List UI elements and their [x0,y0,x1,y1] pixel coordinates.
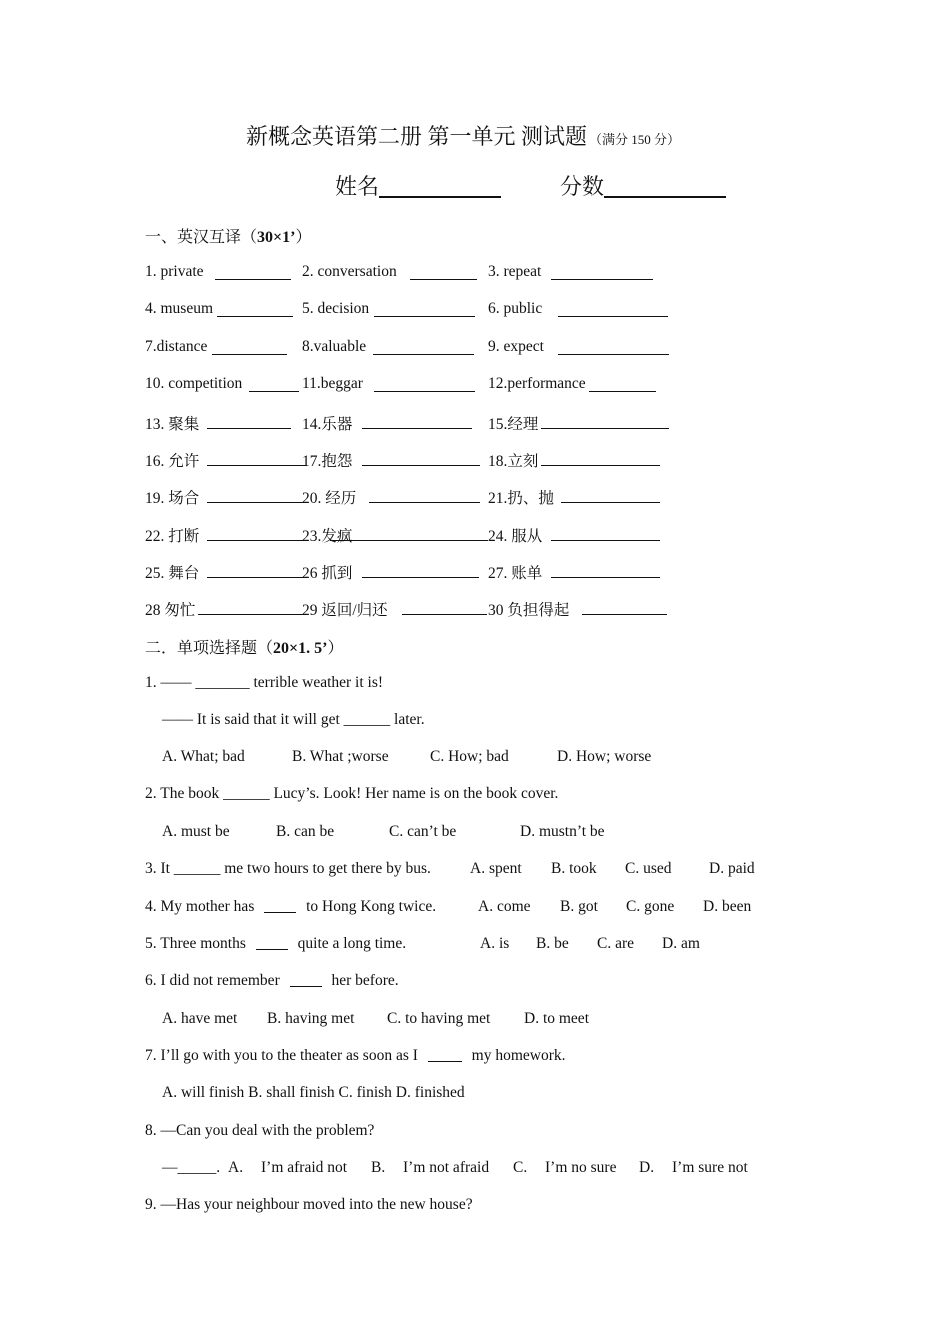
q5-option-b[interactable]: B. be [536,935,569,952]
q7-blank[interactable] [428,1047,462,1062]
q4-option-c[interactable]: C. gone [626,898,675,915]
name-field [335,170,501,201]
q7-stem-a: 7. I’ll go with you to the theater as soon as I [145,1047,418,1064]
vocab-item-2: 2. conversation [302,263,397,280]
page-title [246,120,680,151]
score-blank[interactable] [604,196,726,198]
vocab-blank-1[interactable] [215,279,291,280]
q5-option-c[interactable]: C. are [597,935,635,952]
q5-stem-b: quite a long time. [297,935,407,952]
vocab-blank-5[interactable] [374,316,475,317]
q6-option-b[interactable]: B. having met [267,1010,355,1027]
q8-option-d-label[interactable]: D. [639,1159,655,1176]
vocab-item-14: 14.乐器 [302,416,353,433]
vocab-item-30: 30 负担得起 [488,602,570,619]
vocab-blank-30[interactable] [582,614,667,615]
vocab-blank-8[interactable] [373,354,474,355]
q5-option-a[interactable]: A. is [480,935,510,952]
vocab-item-11: 11.beggar [302,375,363,392]
vocab-item-8: 8.valuable [302,338,367,355]
full-score: （满分 150 分） [589,132,681,147]
section1-heading-prefix: 一、英汉互译（ [145,229,258,246]
q6-blank[interactable] [290,972,322,987]
q8-option-c-label[interactable]: C. [513,1159,528,1176]
q6-option-c[interactable]: C. to having met [387,1010,491,1027]
vocab-item-21: 21.扔、抛 [488,490,554,507]
vocab-item-16: 16. 允许 [145,453,200,470]
vocab-item-25: 25. 舞台 [145,565,200,582]
q4-stem [145,898,436,916]
section1-heading-suffix: ） [295,229,312,246]
q7-options[interactable]: A. will finish B. shall finish C. finish D. finished [162,1084,465,1101]
vocab-item-26: 26 抓到 [302,565,353,582]
vocab-blank-21[interactable] [561,502,660,503]
q8-option-a-text[interactable]: I’m afraid not [261,1159,348,1176]
vocab-blank-9[interactable] [558,354,669,355]
section2-heading-points: 20×1. 5’ [273,640,328,657]
q8-line1: 8. —Can you deal with the problem? [145,1122,375,1139]
vocab-item-1: 1. private [145,263,204,280]
q3-option-c[interactable]: C. used [625,860,672,877]
vocab-item-15: 15.经理 [488,416,539,433]
q6-stem-a: 6. I did not remember [145,972,280,989]
vocab-item-17: 17.抱怨 [302,453,353,470]
section2-heading [145,635,343,658]
vocab-item-18: 18.立刻 [488,453,539,470]
q3-option-b[interactable]: B. took [551,860,597,877]
vocab-blank-10[interactable] [249,391,299,392]
vocab-blank-7[interactable] [212,354,287,355]
vocab-blank-20[interactable] [369,502,480,503]
q9-line1: 9. —Has your neighbour moved into the new house? [145,1196,473,1213]
q4-blank[interactable] [264,898,296,913]
q8-answer-prefix: —_____. [162,1159,221,1176]
title-text: 新概念英语第二册 第一单元 测试题 [246,124,588,149]
vocab-blank-16[interactable] [207,465,307,466]
q2-option-c[interactable]: C. can’t be [389,823,457,840]
vocab-item-12: 12.performance [488,375,586,392]
vocab-blank-2[interactable] [410,279,477,280]
vocab-item-10: 10. competition [145,375,243,392]
q7-stem-b: my homework. [471,1047,566,1064]
vocab-blank-17[interactable] [362,465,480,466]
q5-stem-a: 5. Three months [145,935,246,952]
vocab-blank-28[interactable] [198,614,307,615]
section1-heading [145,224,311,247]
vocab-item-20: 20. 经历 [302,490,357,507]
vocab-item-7: 7.distance [145,338,208,355]
vocab-blank-23[interactable] [330,540,488,541]
q1-option-a[interactable]: A. What; bad [162,748,245,765]
q8-option-d-text[interactable]: I’m sure not [672,1159,748,1176]
vocab-blank-29[interactable] [402,614,487,615]
q4-option-b[interactable]: B. got [560,898,598,915]
vocab-item-24: 24. 服从 [488,528,543,545]
q1-option-d[interactable]: D. How; worse [557,748,652,765]
vocab-blank-15[interactable] [541,428,669,429]
q6-option-d[interactable]: D. to meet [524,1010,589,1027]
score-field [560,170,726,201]
vocab-item-6: 6. public [488,300,543,317]
vocab-blank-26[interactable] [362,577,479,578]
vocab-blank-24[interactable] [551,540,660,541]
q7-stem [145,1047,566,1065]
vocab-blank-27[interactable] [551,577,660,578]
vocab-item-29: 29 返回/归还 [302,602,388,619]
q2-option-d[interactable]: D. mustn’t be [520,823,605,840]
vocab-blank-3[interactable] [551,279,653,280]
score-label: 分数 [560,174,605,199]
q3-option-d[interactable]: D. paid [709,860,755,877]
vocab-item-23: 23.发疯 [302,528,353,545]
q2-line1: 2. The book ______ Lucy’s. Look! Her name is on the book cover. [145,785,559,802]
q2-option-a[interactable]: A. must be [162,823,230,840]
q8-option-b-text[interactable]: I’m not afraid [403,1159,490,1176]
q5-option-d[interactable]: D. am [662,935,700,952]
q6-stem [145,972,399,990]
q8-option-a-label[interactable]: A. [228,1159,244,1176]
vocab-item-28: 28 匆忙 [145,602,196,619]
vocab-blank-22[interactable] [207,540,307,541]
vocab-item-27: 27. 账单 [488,565,543,582]
section1-heading-points: 30×1’ [257,229,296,246]
vocab-blank-25[interactable] [207,577,307,578]
q5-stem [145,935,406,953]
name-blank[interactable] [379,196,501,198]
q2-option-b[interactable]: B. can be [276,823,335,840]
q1-option-c[interactable]: C. How; bad [430,748,509,765]
vocab-blank-13[interactable] [207,428,291,429]
q6-option-a[interactable]: A. have met [162,1010,238,1027]
vocab-item-22: 22. 打断 [145,528,200,545]
name-label: 姓名 [335,174,380,199]
q4-stem-a: 4. My mother has [145,898,255,915]
vocab-item-4: 4. museum [145,300,214,317]
q8-option-b-label[interactable]: B. [371,1159,386,1176]
q4-stem-b: to Hong Kong twice. [306,898,437,915]
section2-heading-prefix: 二．单项选择题（ [145,640,274,657]
vocab-blank-12[interactable] [589,391,656,392]
vocab-blank-6[interactable] [558,316,668,317]
vocab-blank-18[interactable] [541,465,660,466]
vocab-item-19: 19. 场合 [145,490,200,507]
vocab-item-9: 9. expect [488,338,544,355]
vocab-blank-19[interactable] [207,502,307,503]
q6-stem-b: her before. [331,972,399,989]
q5-blank[interactable] [256,935,288,950]
vocab-item-3: 3. repeat [488,263,542,280]
vocab-item-13: 13. 聚集 [145,416,200,433]
section2-heading-suffix: ） [327,640,344,657]
q8-option-c-text[interactable]: I’m no sure [545,1159,617,1176]
q4-option-d[interactable]: D. been [703,898,752,915]
q3-stem: 3. It ______ me two hours to get there by bus. [145,860,431,877]
q1-line1: 1. —— _______ terrible weather it is! [145,674,384,691]
vocab-blank-14[interactable] [362,428,472,429]
q3-option-a[interactable]: A. spent [470,860,522,877]
vocab-blank-4[interactable] [217,316,293,317]
vocab-blank-11[interactable] [374,391,475,392]
vocab-item-5: 5. decision [302,300,370,317]
q1-line2: —— It is said that it will get ______ later. [162,711,425,728]
q4-option-a[interactable]: A. come [478,898,531,915]
q1-option-b[interactable]: B. What ;worse [292,748,389,765]
